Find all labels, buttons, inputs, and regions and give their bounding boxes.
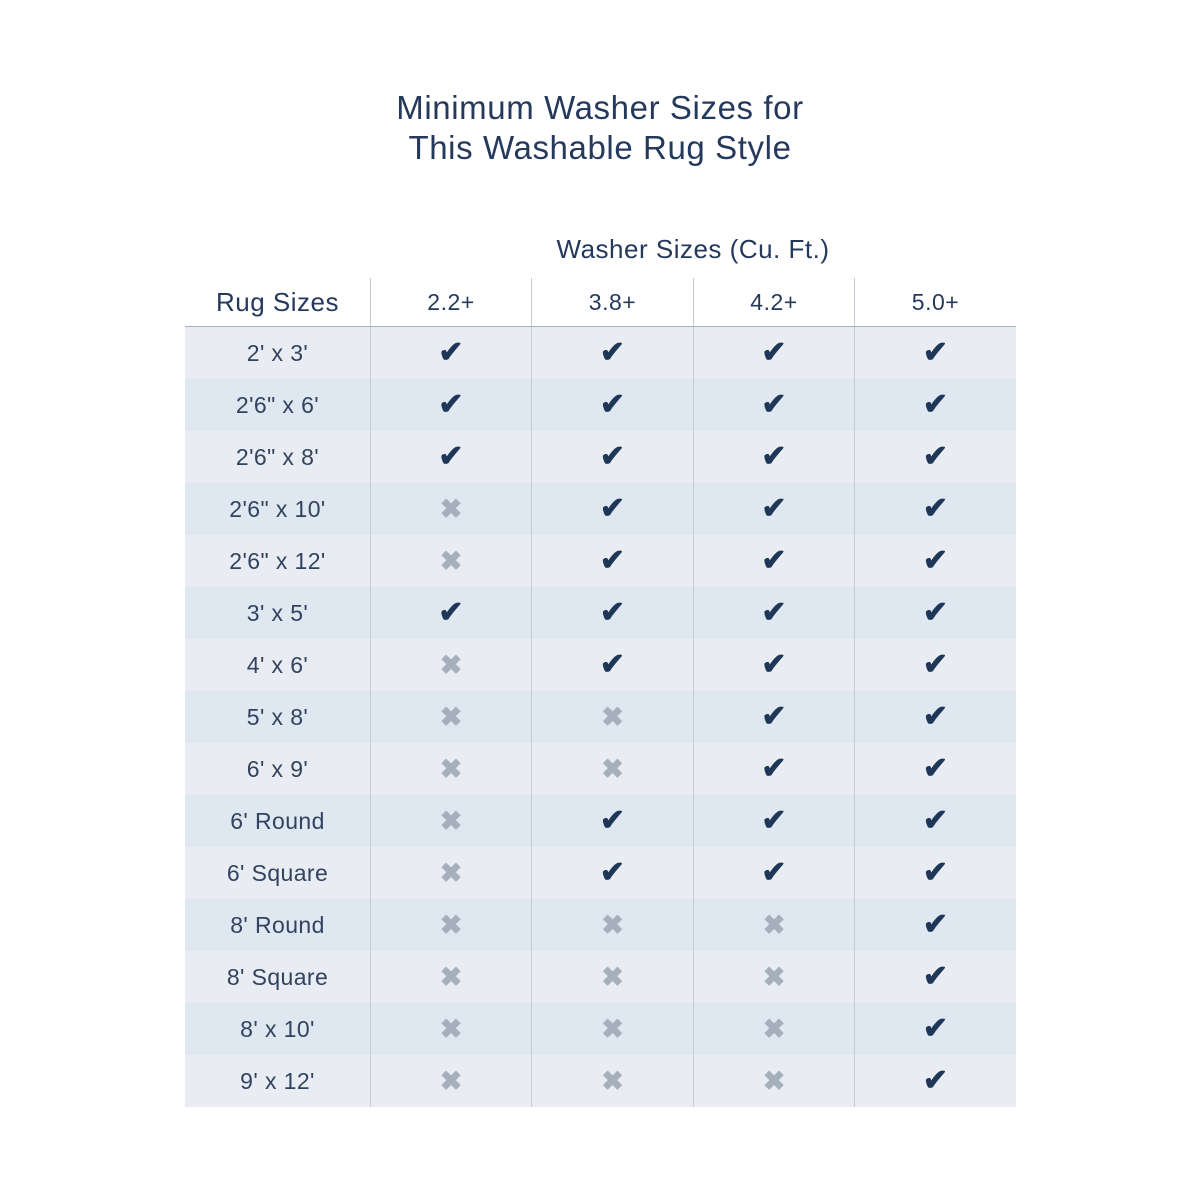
x-icon: ✖ xyxy=(370,691,531,743)
x-icon: ✖ xyxy=(370,535,531,587)
check-icon: ✔ xyxy=(370,327,531,379)
x-icon: ✖ xyxy=(693,951,854,1003)
table-row xyxy=(185,639,1016,691)
check-icon: ✔ xyxy=(370,431,531,483)
x-icon: ✖ xyxy=(370,847,531,899)
check-icon: ✔ xyxy=(693,847,854,899)
table-row xyxy=(185,899,1016,951)
table-row xyxy=(185,483,1016,535)
check-icon: ✔ xyxy=(693,743,854,795)
check-icon: ✔ xyxy=(693,379,854,431)
rug-size-label: 6' Square xyxy=(226,860,329,886)
x-icon: ✖ xyxy=(693,1003,854,1055)
rug-size-label: 6' Round xyxy=(230,808,325,834)
check-icon: ✔ xyxy=(531,847,693,899)
x-icon: ✖ xyxy=(370,743,531,795)
check-icon: ✔ xyxy=(854,327,1016,379)
rug-size-label: 2'6" x 6' xyxy=(235,392,320,418)
check-icon: ✔ xyxy=(854,483,1016,535)
x-icon: ✖ xyxy=(370,1055,531,1107)
check-icon: ✔ xyxy=(854,691,1016,743)
table-row xyxy=(185,951,1016,1003)
x-icon: ✖ xyxy=(370,795,531,847)
table-row xyxy=(185,743,1016,795)
x-icon: ✖ xyxy=(531,899,693,951)
x-icon: ✖ xyxy=(370,639,531,691)
x-icon: ✖ xyxy=(531,1003,693,1055)
x-icon: ✖ xyxy=(531,1055,693,1107)
table-row xyxy=(185,327,1016,379)
rug-size-label: 2'6" x 10' xyxy=(229,496,326,522)
table-row xyxy=(185,1003,1016,1055)
x-icon: ✖ xyxy=(531,691,693,743)
x-icon: ✖ xyxy=(531,743,693,795)
check-icon: ✔ xyxy=(531,379,693,431)
check-icon: ✔ xyxy=(531,639,693,691)
rug-size-label: 9' x 12' xyxy=(240,1068,315,1094)
page-title xyxy=(0,88,1200,168)
check-icon: ✔ xyxy=(693,691,854,743)
table-header-row xyxy=(185,278,1016,327)
check-icon: ✔ xyxy=(693,483,854,535)
rug-size-label: 5' x 8' xyxy=(246,704,309,730)
check-icon: ✔ xyxy=(854,431,1016,483)
check-icon: ✔ xyxy=(531,431,693,483)
table-body xyxy=(185,327,1016,1107)
check-icon: ✔ xyxy=(370,379,531,431)
column-header-3.8+: 3.8+ xyxy=(531,278,693,326)
check-icon: ✔ xyxy=(531,327,693,379)
check-icon: ✔ xyxy=(854,535,1016,587)
check-icon: ✔ xyxy=(370,587,531,639)
washer-size-table xyxy=(185,232,1016,1107)
rug-size-label: 2'6" x 8' xyxy=(235,444,320,470)
x-icon: ✖ xyxy=(693,1055,854,1107)
table-row xyxy=(185,847,1016,899)
washer-sizes-group-header: Washer Sizes (Cu. Ft.) xyxy=(556,234,830,264)
check-icon: ✔ xyxy=(693,795,854,847)
rug-size-label: 8' Square xyxy=(226,964,329,990)
table-row xyxy=(185,379,1016,431)
column-header-5.0+: 5.0+ xyxy=(854,278,1016,326)
check-icon: ✔ xyxy=(531,587,693,639)
column-header-2.2+: 2.2+ xyxy=(370,278,531,326)
table-row xyxy=(185,535,1016,587)
check-icon: ✔ xyxy=(854,899,1016,951)
rug-size-label: 8' x 10' xyxy=(240,1016,315,1042)
check-icon: ✔ xyxy=(854,847,1016,899)
check-icon: ✔ xyxy=(854,795,1016,847)
check-icon: ✔ xyxy=(854,1003,1016,1055)
x-icon: ✖ xyxy=(370,1003,531,1055)
check-icon: ✔ xyxy=(693,535,854,587)
table-row xyxy=(185,795,1016,847)
check-icon: ✔ xyxy=(531,535,693,587)
check-icon: ✔ xyxy=(854,743,1016,795)
check-icon: ✔ xyxy=(854,1055,1016,1107)
check-icon: ✔ xyxy=(854,587,1016,639)
rug-size-label: 6' x 9' xyxy=(246,756,309,782)
table-row xyxy=(185,691,1016,743)
check-icon: ✔ xyxy=(531,795,693,847)
x-icon: ✖ xyxy=(693,899,854,951)
x-icon: ✖ xyxy=(370,899,531,951)
rug-sizes-header: Rug Sizes xyxy=(216,287,339,317)
table-row xyxy=(185,1055,1016,1107)
rug-size-label: 2' x 3' xyxy=(246,340,309,366)
x-icon: ✖ xyxy=(370,951,531,1003)
check-icon: ✔ xyxy=(693,639,854,691)
rug-size-label: 4' x 6' xyxy=(246,652,309,678)
check-icon: ✔ xyxy=(531,483,693,535)
rug-size-label: 8' Round xyxy=(230,912,325,938)
check-icon: ✔ xyxy=(693,587,854,639)
rug-size-label: 2'6" x 12' xyxy=(229,548,326,574)
check-icon: ✔ xyxy=(693,327,854,379)
check-icon: ✔ xyxy=(854,639,1016,691)
x-icon: ✖ xyxy=(370,483,531,535)
rug-size-label: 3' x 5' xyxy=(246,600,309,626)
page-title-line1: Minimum Washer Sizes for xyxy=(396,89,804,126)
x-icon: ✖ xyxy=(531,951,693,1003)
check-icon: ✔ xyxy=(854,379,1016,431)
check-icon: ✔ xyxy=(693,431,854,483)
check-icon: ✔ xyxy=(854,951,1016,1003)
column-header-4.2+: 4.2+ xyxy=(693,278,854,326)
page-title-line2: This Washable Rug Style xyxy=(408,129,792,166)
table-row xyxy=(185,587,1016,639)
table-row xyxy=(185,431,1016,483)
